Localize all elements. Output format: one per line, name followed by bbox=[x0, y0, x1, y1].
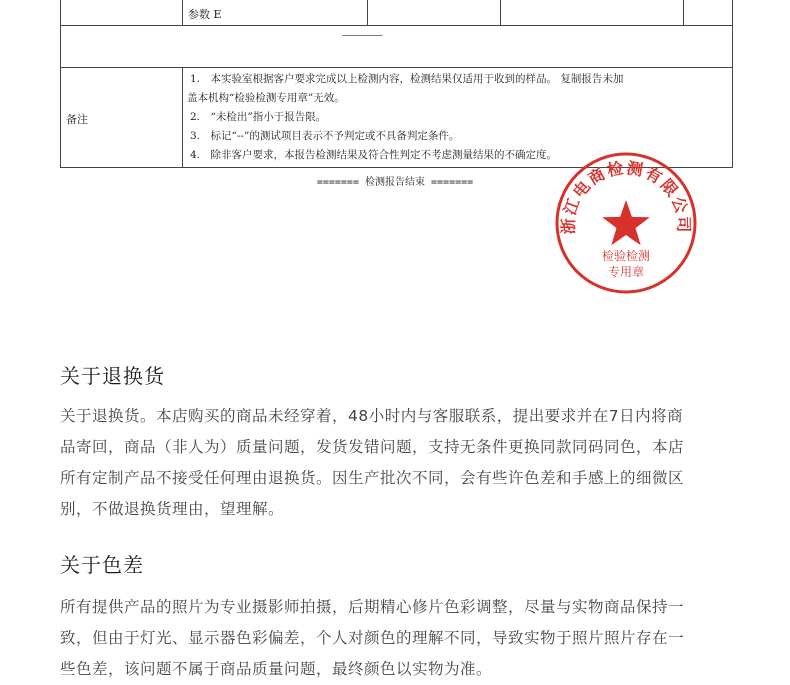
note-line: 盖本机构“检验检测专用章”无效。 bbox=[187, 92, 345, 104]
returns-line: 品寄回，商品（非人为）质量问题，发货发错问题，支持无条件更换同款同码同色，本店 bbox=[60, 438, 685, 456]
company-seal-stamp bbox=[553, 150, 699, 296]
empty-row-dash: ————— bbox=[342, 31, 382, 41]
param-cell: 参数 E bbox=[188, 8, 222, 21]
note-line: 2. “未检出”指小于报告限。 bbox=[190, 111, 327, 123]
color-difference-line: 致，但由于灯光、显示器色彩偏差，个人对颜色的理解不同，导致实物于照片照片存在一 bbox=[60, 629, 685, 647]
table-row-divider bbox=[60, 67, 733, 68]
returns-line: 别，不做退换货理由，望理解。 bbox=[60, 500, 285, 518]
seal-company-name: 浙江电商检测有限公司 bbox=[558, 158, 694, 235]
notes-label: 备注 bbox=[66, 113, 88, 126]
returns-line: 关于退换货。本店购买的商品未经穿着，48小时内与客服联系，提出要求并在7日内将商 bbox=[60, 407, 684, 425]
returns-heading: 关于退换货 bbox=[60, 364, 165, 388]
color-difference-heading: 关于色差 bbox=[60, 553, 144, 577]
table-col-divider bbox=[683, 0, 684, 26]
returns-line: 所有定制产品不接受任何理由退换货。因生产批次不同，会有些许色差和手感上的细微区 bbox=[60, 469, 685, 487]
color-difference-line: 些色差，该问题不属于商品质量问题，最终颜色以实物为准。 bbox=[60, 660, 493, 678]
color-difference-line: 所有提供产品的照片为专业摄影师拍摄，后期精心修片色彩调整，尽量与实物商品保持一 bbox=[60, 598, 685, 616]
seal-line2: 专用章 bbox=[607, 265, 645, 279]
table-col-divider bbox=[182, 0, 183, 26]
returns-section bbox=[60, 360, 740, 525]
table-col-divider bbox=[182, 67, 183, 168]
note-line: 3. 标记“--”的测试项目表示不予判定或不具备判定条件。 bbox=[190, 130, 460, 142]
table-col-divider bbox=[367, 0, 368, 26]
seal-line1: 检验检测 bbox=[601, 249, 651, 263]
note-line: 1. 本实验室根据客户要求完成以上检测内容，检测结果仅适用于收到的样品。 复制报告未加 bbox=[190, 73, 624, 85]
table-col-divider bbox=[500, 0, 501, 26]
color-difference-section bbox=[60, 549, 740, 685]
report-end-marker: ======= 检测报告结束 ======= bbox=[316, 177, 474, 188]
table-row-divider bbox=[60, 25, 733, 26]
note-line: 4. 除非客户要求，本报告检测结果及符合性判定不考虑测量结果的不确定度。 bbox=[190, 149, 558, 161]
star-icon bbox=[602, 200, 650, 245]
